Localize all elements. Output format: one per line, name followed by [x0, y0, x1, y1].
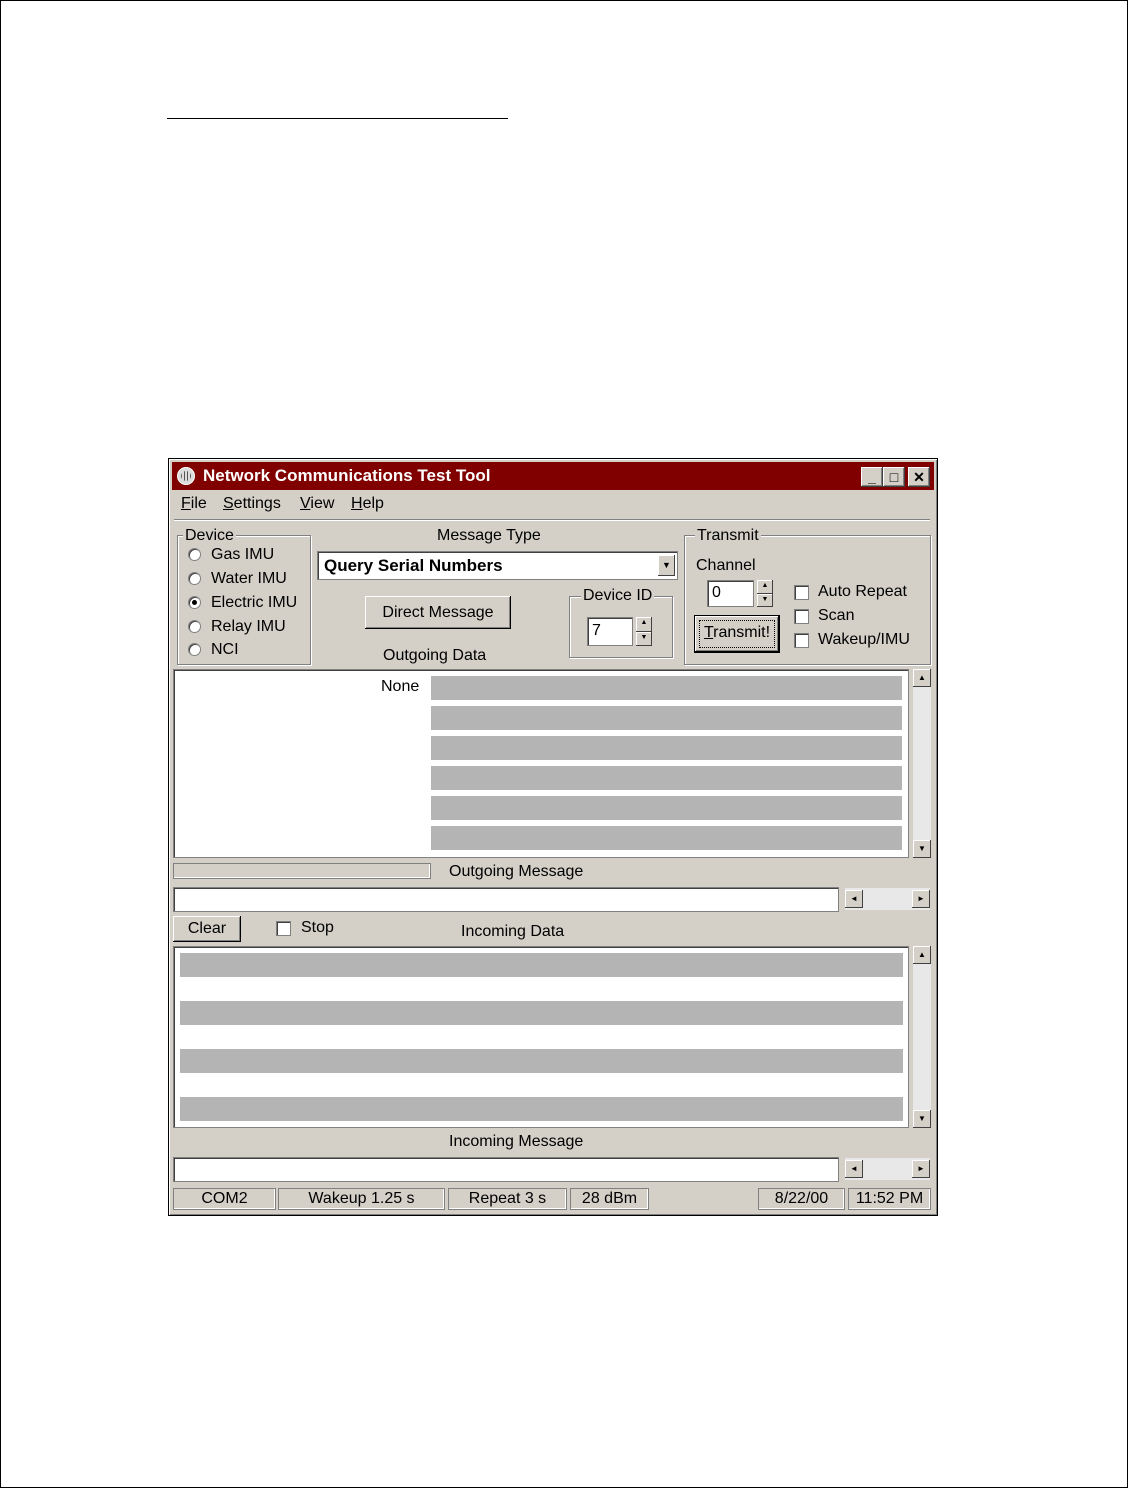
- wakeup-imu-checkbox[interactable]: [794, 633, 809, 648]
- list-item[interactable]: [431, 766, 902, 790]
- device-id-label: Device ID: [583, 587, 653, 604]
- scroll-down-icon[interactable]: ▼: [913, 840, 931, 858]
- device-id-input[interactable]: [587, 617, 633, 646]
- list-item[interactable]: [180, 953, 903, 977]
- menu-file[interactable]: [181, 495, 207, 513]
- radio-gas-imu[interactable]: [188, 548, 201, 561]
- channel-label: Channel: [696, 557, 756, 574]
- incoming-data-label: Incoming Data: [461, 923, 565, 940]
- outgoing-data-list[interactable]: [173, 669, 909, 858]
- incoming-hscrollbar[interactable]: [845, 1158, 930, 1180]
- status-power: 28 dBm: [570, 1188, 649, 1210]
- menu-help-label: elp: [362, 495, 384, 512]
- auto-repeat-checkbox[interactable]: [794, 585, 809, 600]
- incoming-vscrollbar[interactable]: [913, 946, 931, 1128]
- outgoing-data-label: Outgoing Data: [383, 647, 487, 664]
- window-title: Network Communications Test Tool: [203, 466, 491, 485]
- transmit-group-label: Transmit: [697, 527, 759, 544]
- radio-water-imu[interactable]: [188, 572, 201, 585]
- scroll-down-icon[interactable]: ▼: [913, 1110, 931, 1128]
- scroll-right-icon[interactable]: ►: [912, 890, 930, 908]
- list-item[interactable]: [431, 676, 902, 700]
- minimize-button[interactable]: _: [861, 467, 883, 487]
- transmit-button-label: ransmit!: [713, 624, 771, 641]
- scroll-up-icon[interactable]: ▲: [913, 946, 931, 964]
- list-item[interactable]: [431, 736, 902, 760]
- app-globe-icon[interactable]: [177, 467, 195, 485]
- message-type-value: Query Serial Numbers: [324, 556, 503, 575]
- radio-relay-imu[interactable]: [188, 620, 201, 633]
- scan-checkbox[interactable]: [794, 609, 809, 624]
- radio-water-imu-label[interactable]: Water IMU: [211, 570, 287, 587]
- menu-settings[interactable]: [223, 495, 281, 513]
- stop-label[interactable]: Stop: [301, 919, 334, 936]
- spin-up-icon[interactable]: ▲: [757, 580, 773, 594]
- maximize-button[interactable]: □: [883, 467, 905, 487]
- menu-file-label: ile: [190, 495, 207, 512]
- menu-help-access-key: H: [351, 495, 363, 512]
- menu-settings-access-key: S: [223, 495, 234, 512]
- menu-settings-label: ettings: [233, 495, 281, 512]
- list-item[interactable]: [431, 706, 902, 730]
- outgoing-hscrollbar[interactable]: [845, 888, 930, 910]
- list-item[interactable]: [180, 1001, 903, 1025]
- radio-nci-label[interactable]: NCI: [211, 641, 239, 658]
- message-type-label: Message Type: [437, 527, 541, 544]
- outgoing-message-label: Outgoing Message: [449, 863, 584, 880]
- stop-checkbox[interactable]: [276, 921, 291, 936]
- outgoing-vscrollbar[interactable]: [913, 669, 931, 858]
- progress-bar: [173, 863, 431, 879]
- spin-down-icon[interactable]: ▼: [757, 594, 773, 608]
- transmit-access-key: T: [703, 624, 714, 641]
- device-id-spinner[interactable]: [636, 617, 652, 646]
- status-repeat: Repeat 3 s: [448, 1188, 567, 1210]
- list-item[interactable]: [431, 796, 902, 820]
- status-date: 8/22/00: [758, 1188, 845, 1210]
- transmit-button[interactable]: [694, 615, 780, 653]
- scroll-left-icon[interactable]: ◄: [845, 1160, 863, 1178]
- menu-file-access-key: F: [181, 495, 191, 512]
- radio-electric-imu[interactable]: [188, 596, 201, 609]
- menu-bar: [172, 490, 934, 518]
- incoming-data-list[interactable]: [173, 946, 909, 1128]
- radio-relay-imu-label[interactable]: Relay IMU: [211, 618, 286, 635]
- spin-up-icon[interactable]: ▲: [636, 617, 652, 632]
- wakeup-imu-label[interactable]: Wakeup/IMU: [818, 631, 910, 648]
- menu-separator: [174, 519, 930, 521]
- header-rule: [167, 118, 508, 119]
- menu-view-label: iew: [310, 495, 335, 512]
- status-port: COM2: [173, 1188, 276, 1210]
- radio-gas-imu-label[interactable]: Gas IMU: [211, 546, 275, 563]
- auto-repeat-label[interactable]: Auto Repeat: [818, 583, 907, 600]
- radio-nci[interactable]: [188, 643, 201, 656]
- list-item[interactable]: [180, 1097, 903, 1121]
- list-item[interactable]: [180, 1049, 903, 1073]
- direct-message-button[interactable]: Direct Message: [365, 596, 511, 629]
- spin-down-icon[interactable]: ▼: [636, 632, 652, 647]
- menu-view[interactable]: [300, 495, 334, 513]
- channel-value: 0: [712, 584, 721, 601]
- channel-input[interactable]: [707, 580, 754, 607]
- scan-label[interactable]: Scan: [818, 607, 855, 624]
- dropdown-arrow-icon[interactable]: ▼: [658, 555, 675, 576]
- status-time: 11:52 PM: [848, 1188, 931, 1210]
- close-button[interactable]: ✕: [908, 467, 930, 487]
- channel-spinner[interactable]: [757, 580, 773, 607]
- app-window: [168, 458, 938, 1216]
- device-group-label: Device: [185, 527, 234, 544]
- clear-button[interactable]: Clear: [173, 916, 241, 942]
- radio-electric-imu-label[interactable]: Electric IMU: [211, 594, 298, 611]
- incoming-message-label: Incoming Message: [449, 1133, 584, 1150]
- outgoing-message-field[interactable]: [173, 887, 839, 912]
- list-item[interactable]: [431, 826, 902, 850]
- title-bar[interactable]: [172, 462, 934, 490]
- incoming-message-field[interactable]: [173, 1157, 839, 1182]
- outgoing-none-item[interactable]: None: [381, 678, 420, 695]
- menu-view-access-key: V: [300, 495, 311, 512]
- menu-help[interactable]: [351, 495, 384, 513]
- scroll-up-icon[interactable]: ▲: [913, 669, 931, 687]
- scroll-right-icon[interactable]: ►: [912, 1160, 930, 1178]
- message-type-dropdown[interactable]: [317, 551, 678, 580]
- device-id-value: 7: [592, 622, 601, 639]
- transmit-focus-ring: [699, 620, 775, 648]
- scroll-left-icon[interactable]: ◄: [845, 890, 863, 908]
- status-wakeup: Wakeup 1.25 s: [278, 1188, 445, 1210]
